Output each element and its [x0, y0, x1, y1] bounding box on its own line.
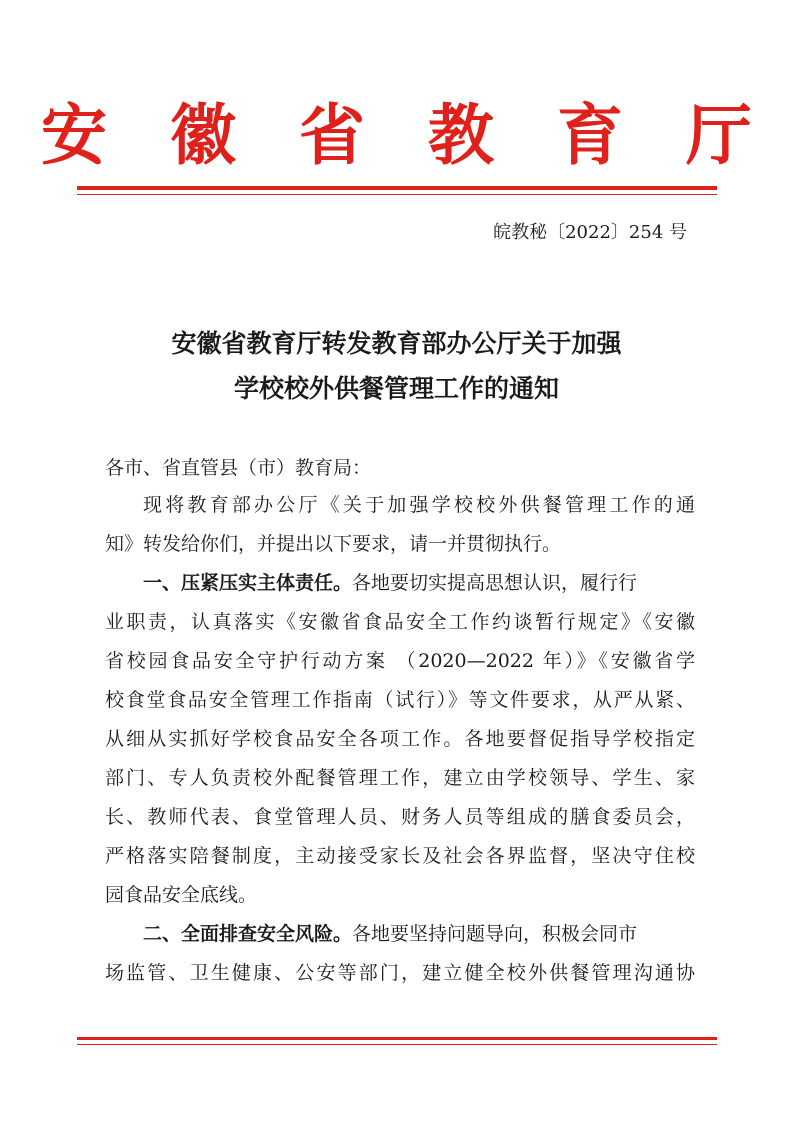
section-1-line-8: 严格落实陪餐制度，主动接受家长及社会各界监督，坚决守住校 [105, 845, 695, 867]
footer-rule-thin [77, 1044, 717, 1045]
document-title-line-2: 学校校外供餐管理工作的通知 [233, 374, 559, 403]
section-1-line-7: 长、教师代表、食堂管理人员、财务人员等组成的膳食委员会， [105, 806, 695, 828]
letterhead-title: 安 徽 省 教 育 厅 [41, 97, 772, 174]
intro-line-1: 现将教育部办公厅《关于加强学校校外供餐管理工作的通 [143, 494, 695, 516]
document-number: 皖教秘〔2022〕254 号 [493, 222, 687, 243]
section-1-line-5: 从细从实抓好学校食品安全各项工作。各地要督促指导学校指定 [105, 728, 695, 750]
section-1-text: 各地要切实提高思想认识，履行行 [352, 572, 638, 594]
salutation: 各市、省直管县（市）教育局： [105, 457, 372, 479]
section-2-text: 各地要坚持问题导向，积极会同市 [352, 923, 638, 945]
section-1-line-2: 业职责，认真落实《安徽省食品安全工作约谈暂行规定》《安徽 [105, 611, 695, 633]
document-title-line-1: 安徽省教育厅转发教育部办公厅关于加强 [171, 329, 622, 358]
section-2-heading: 二、全面排查安全风险。 [143, 923, 353, 945]
section-1-line-3: 省校园食品安全守护行动方案 （2020—2022 年）》《安徽省学 [105, 650, 695, 672]
section-1-heading: 一、压紧压实主体责任。 [143, 572, 353, 594]
footer-rule-thick [77, 1037, 717, 1040]
section-1-line-9: 园食品安全底线。 [105, 884, 258, 906]
letterhead-rule-thin [77, 194, 717, 195]
section-2-line-2: 场监管、卫生健康、公安等部门，建立健全校外供餐管理沟通协 [105, 962, 695, 984]
section-1-line-6: 部门、专人负责校外配餐管理工作，建立由学校领导、学生、家 [105, 767, 695, 789]
section-1-line-4: 校食堂食品安全管理工作指南（试行）》等文件要求，从严从紧、 [105, 689, 695, 711]
section-1-first-line [143, 564, 695, 602]
letterhead-rule-thick [77, 186, 717, 190]
section-2-first-line [143, 915, 695, 953]
intro-line-2: 知》转发给你们，并提出以下要求，请一并贯彻执行。 [105, 533, 562, 555]
